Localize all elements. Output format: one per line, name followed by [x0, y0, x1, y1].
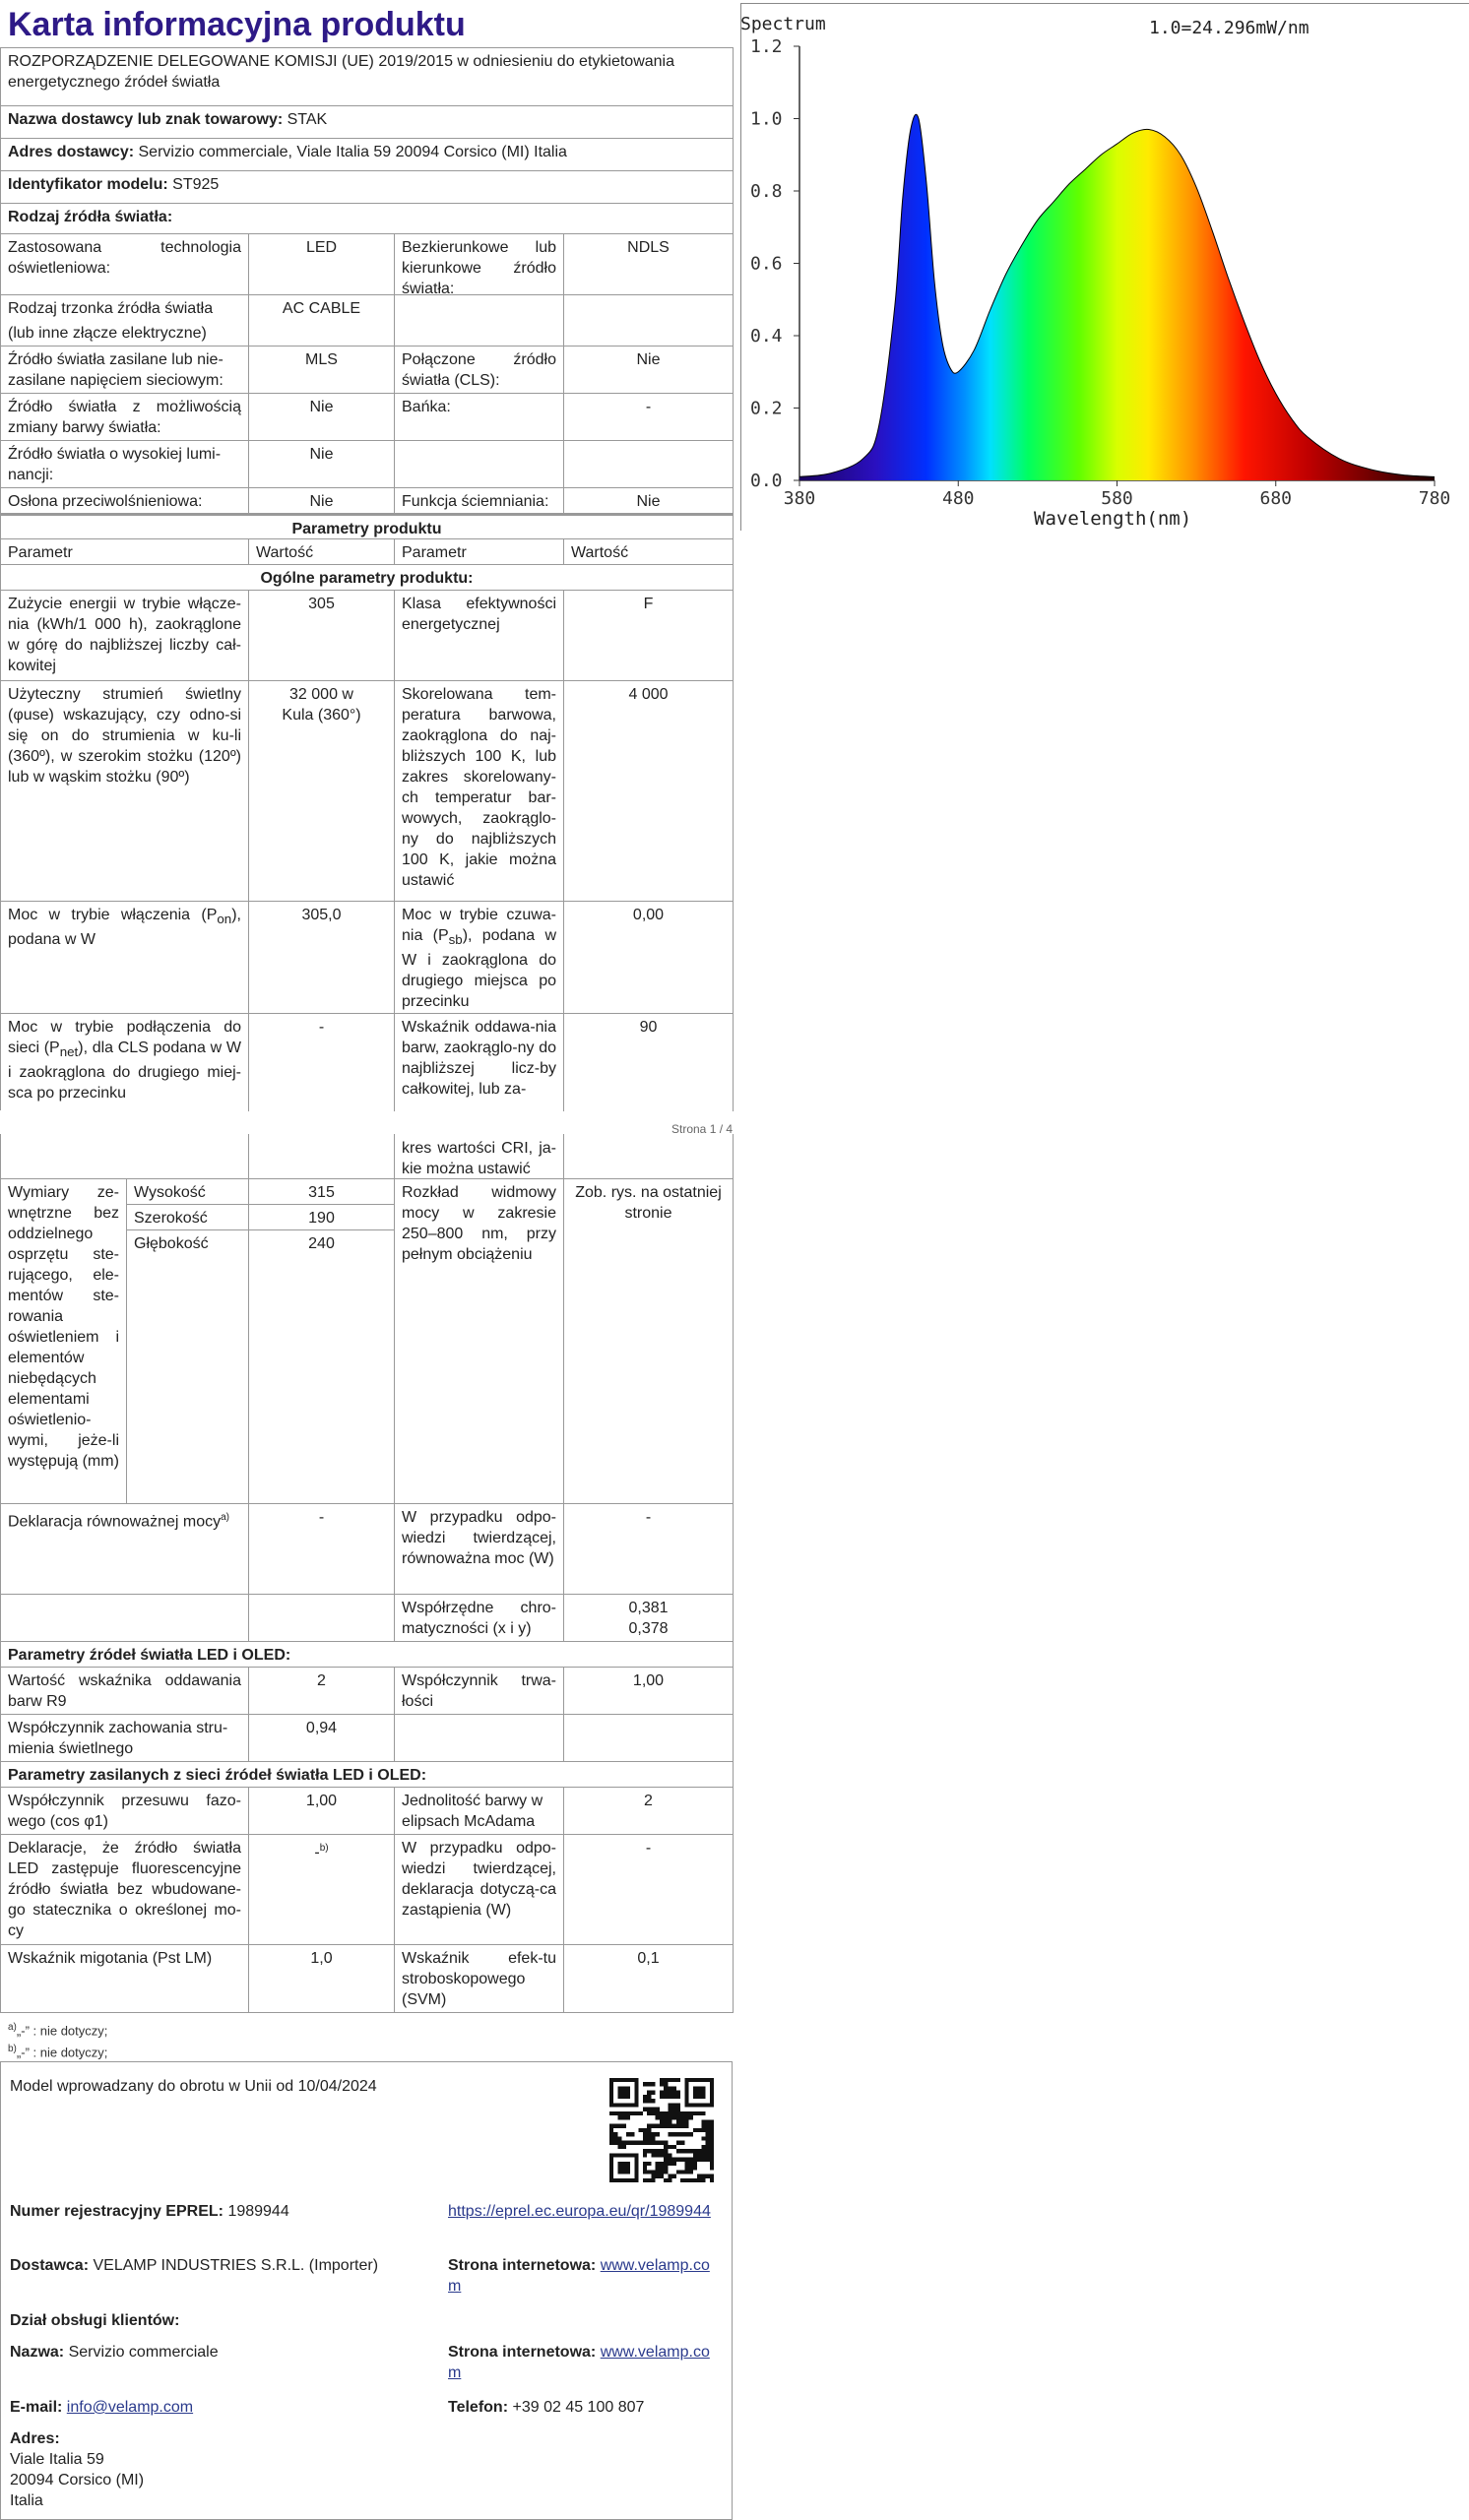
- empty-cell: [249, 1595, 395, 1642]
- width-label: Szerokość: [127, 1205, 249, 1230]
- model-row: [1, 171, 734, 204]
- address-line-3: Italia: [10, 2492, 43, 2509]
- address-line-1: Viale Italia 59: [10, 2451, 104, 2468]
- flux-value-1: 32 000 w: [289, 686, 353, 703]
- page-title: Karta informacyjna produktu: [8, 6, 466, 43]
- page-number: Strona 1 / 4: [671, 1122, 734, 1136]
- chromaticity-value: [564, 1595, 734, 1642]
- address-block: [10, 2428, 144, 2511]
- pon-label-2: ), podana w W: [8, 907, 241, 949]
- height-label: Wysokość: [127, 1179, 249, 1205]
- antiglare-value: Nie: [249, 488, 395, 514]
- equivalent-w-label: W przypadku odpo-wiedzi twierdzącej, równoważna moc (W): [395, 1504, 564, 1595]
- pon-label: [1, 902, 249, 1014]
- fluorescent-w-value: -: [564, 1835, 734, 1945]
- x-tick-label: 780: [1418, 488, 1451, 509]
- mains-label: Źródło światła zasilane lub nie-zasilane napięciem sieciowym:: [1, 346, 249, 394]
- footnote-b-sup: b): [8, 2044, 17, 2054]
- y-tick-label: 0.0: [750, 471, 783, 491]
- eprel-row: [10, 2201, 289, 2222]
- energy-class-value: F: [564, 591, 734, 681]
- address-block-label: Adres:: [10, 2430, 60, 2447]
- supplier-value: STAK: [287, 111, 328, 128]
- tunable-value: Nie: [249, 394, 395, 441]
- address-row: [1, 139, 734, 171]
- y-tick-label: 0.8: [750, 181, 783, 202]
- x-tick-label: 380: [783, 488, 816, 509]
- fluorescent-value: [249, 1835, 395, 1945]
- email-label: E-mail:: [10, 2399, 63, 2416]
- equivalent-power-label: [1, 1504, 249, 1595]
- survival-value: 1,00: [564, 1668, 734, 1715]
- supplier-row: [1, 106, 734, 139]
- dimensions-label: Wymiary ze-wnętrzne bez oddzielnego osprzętu ste-rującego, ele-mentów ste-rowania oświetleniem i elementów niebędących elementami oświetlenio-wymi, jeże-li występują (mm): [1, 1179, 127, 1504]
- y-tick-label: 0.6: [750, 253, 783, 275]
- cri-label-cont: kres wartości CRI, ja-kie można ustawić: [395, 1134, 564, 1179]
- cls-value: Nie: [564, 346, 734, 394]
- pon-value: 305,0: [249, 902, 395, 1014]
- empty-cell: [1, 1134, 249, 1179]
- spectrum-chart: [740, 3, 1469, 531]
- address-line-2: 20094 Corsico (MI): [10, 2472, 145, 2488]
- empty-cell: [564, 1134, 734, 1179]
- flicker-value: 1,0: [249, 1945, 395, 2013]
- chromaticity-x: 0,381: [628, 1600, 669, 1616]
- dimmable-label: Funkcja ściemniania:: [395, 488, 564, 514]
- envelope-label: Bańka:: [395, 394, 564, 441]
- type-header: Rodzaj źródła światła:: [1, 204, 734, 234]
- pnet-label-1: Moc w trybie podłączenia do sieci (P: [8, 1019, 241, 1056]
- empty-cell: [564, 1715, 734, 1762]
- col-param: Parametr: [395, 539, 564, 565]
- supplier-info-row: [10, 2255, 378, 2276]
- cs-name-label: Nazwa:: [10, 2344, 65, 2361]
- r9-label: Wartość wskaźnika oddawania barw R9: [1, 1668, 249, 1715]
- phone-label: Telefon:: [448, 2399, 509, 2416]
- psb-value: 0,00: [564, 902, 734, 1014]
- mains-value: MLS: [249, 346, 395, 394]
- address-label: Adres dostawcy:: [8, 144, 135, 160]
- chart-annotation: 1.0=24.296mW/nm: [1149, 18, 1309, 38]
- cs-name-row: [10, 2342, 219, 2362]
- cap-label: [1, 295, 249, 346]
- cct-label: Skorelowana tem-peratura barwowa, zaokrąglona do naj-bliższych 100 K, lub zakres skorelowany-ch temperatur bar-wowych, zaokrąglo-ny do najbliższych 100 K, jakie można ustawić: [395, 681, 564, 902]
- model-label: Identyfikator modelu:: [8, 176, 168, 193]
- width-value: 190: [249, 1205, 395, 1230]
- spectrum-svg: [740, 3, 1469, 531]
- stroboscopic-value: 0,1: [564, 1945, 734, 2013]
- spd-value: Zob. rys. na ostatniej stronie: [564, 1179, 734, 1504]
- fluorescent-dash: -: [314, 1844, 320, 1861]
- power-factor-value: 1,00: [249, 1788, 395, 1835]
- footnote-a-sup: a): [8, 2022, 17, 2033]
- survival-label: Współczynnik trwa-łości: [395, 1668, 564, 1715]
- empty-cell: [564, 441, 734, 488]
- spd-label: Rozkład widmowy mocy w zakresie 250–800 nm, przy pełnym obciążeniu: [395, 1179, 564, 1504]
- footnote-a: [8, 2017, 107, 2041]
- website-row: [448, 2255, 718, 2297]
- col-param: Parametr: [1, 539, 249, 565]
- led-header: Parametry źródeł światła LED i OLED:: [1, 1642, 734, 1668]
- y-tick-label: 1.0: [750, 108, 783, 130]
- empty-cell: [1, 1595, 249, 1642]
- stroboscopic-label: Wskaźnik efek-tu stroboskopowego (SVM): [395, 1945, 564, 2013]
- supplier-info-label: Dostawca:: [10, 2257, 90, 2274]
- pnet-value: -: [249, 1014, 395, 1111]
- high-luminance-label: Źródło światła o wysokiej lumi-nancji:: [1, 441, 249, 488]
- cap-label-1: Rodzaj trzonka źródła światła: [8, 300, 214, 317]
- chart-title: Spectrum: [740, 14, 826, 34]
- market-date: Model wprowadzany do obrotu w Unii od 10/04/2024: [10, 2078, 377, 2095]
- power-factor-label: Współczynnik przesuwu fazo-wego (cos φ1): [1, 1788, 249, 1835]
- cri-value: 90: [564, 1014, 734, 1111]
- depth-label: Głębokość: [127, 1230, 249, 1504]
- x-tick-label: 480: [941, 488, 975, 509]
- fluorescent-label: Deklaracje, że źródło światła LED zastępuje fluorescencyjne źródło światła bez wbudowane-go statecznika o określonej mo-cy: [1, 1835, 249, 1945]
- footnote-b-text: „-” : nie dotyczy;: [16, 2045, 108, 2060]
- flux-label: Użyteczny strumień świetlny (φuse) wskazujący, czy odno-si się on do strumienia w ku-li (360º), w szerokim stożku (120º) lub w wąskim stożku (90º): [1, 681, 249, 902]
- website-label-2: Strona internetowa:: [448, 2344, 597, 2361]
- email-row: [10, 2397, 193, 2418]
- technology-value: LED: [249, 234, 395, 295]
- phone-row: [448, 2397, 644, 2418]
- psb-label-1: Moc w trybie czuwa-nia (P: [402, 907, 556, 944]
- equivalent-w-value: -: [564, 1504, 734, 1595]
- website-link[interactable]: www.velamp.com: [448, 2257, 710, 2295]
- chromaticity-y: 0,378: [628, 1620, 669, 1637]
- envelope-value: -: [564, 394, 734, 441]
- flux-value-2: Kula (360°): [282, 707, 361, 724]
- supplier-info-value: VELAMP INDUSTRIES S.R.L. (Importer): [93, 2257, 379, 2274]
- pnet-label: [1, 1014, 249, 1111]
- general-header: Ogólne parametry produktu:: [1, 565, 734, 591]
- phone-value: +39 02 45 100 807: [512, 2399, 645, 2416]
- cap-value: AC CABLE: [249, 295, 395, 346]
- footnote-a-text: „-” : nie dotyczy;: [16, 2023, 108, 2039]
- x-tick-label: 580: [1101, 488, 1133, 509]
- col-value: Wartość: [564, 539, 734, 565]
- pnet-label-2: ), dla CLS podana w W i zaokrąglona do drugiego miej-sca po przecinku: [8, 1040, 241, 1102]
- empty-cell: [564, 295, 734, 346]
- equivalent-power-value: -: [249, 1504, 395, 1595]
- cap-label-2: (lub inne złącze elektryczne): [8, 325, 207, 342]
- cls-label: Połączone źródło światła (CLS):: [395, 346, 564, 394]
- macadam-value: 2: [564, 1788, 734, 1835]
- high-luminance-value: Nie: [249, 441, 395, 488]
- y-tick-label: 1.2: [750, 36, 783, 57]
- spectrum-area: [799, 114, 1435, 480]
- product-info-table-continued: [0, 1134, 734, 2013]
- flux-value: [249, 681, 395, 902]
- mains-header: Parametry zasilanych z sieci źródeł światła LED i OLED:: [1, 1762, 734, 1788]
- supplier-info-box: [0, 2061, 733, 2520]
- lumen-maintenance-value: 0,94: [249, 1715, 395, 1762]
- params-header: Parametry produktu: [1, 514, 734, 539]
- psb-label-2: ), podana w W i zaokrąglona do drugiego miejsca po przecinku: [402, 927, 557, 1011]
- eprel-link[interactable]: https://eprel.ec.europa.eu/qr/1989944: [448, 2203, 711, 2220]
- tunable-label: Źródło światła z możliwością zmiany barwy światła:: [1, 394, 249, 441]
- cct-value: 4 000: [564, 681, 734, 902]
- regulation-text: ROZPORZĄDZENIE DELEGOWANE KOMISJI (UE) 2019/2015 w odniesieniu do etykietowania energetycznego źródeł światła: [1, 48, 734, 106]
- qr-code-icon[interactable]: [609, 2078, 714, 2182]
- email-link[interactable]: info@velamp.com: [66, 2399, 194, 2416]
- energy-class-label: Klasa efektywności energetycznej: [395, 591, 564, 681]
- fluorescent-sup: b): [319, 1843, 329, 1854]
- model-value: ST925: [172, 176, 220, 193]
- empty-cell: [395, 441, 564, 488]
- equivalent-power-sup: a): [221, 1512, 229, 1523]
- dimmable-value: Nie: [564, 488, 734, 514]
- col-value: Wartość: [249, 539, 395, 565]
- depth-value: 240: [249, 1230, 395, 1504]
- flicker-label: Wskaźnik migotania (Pst LM): [1, 1945, 249, 2013]
- eprel-value: 1989944: [227, 2203, 289, 2220]
- psb-label: [395, 902, 564, 1014]
- antiglare-label: Osłona przeciwolśnieniowa:: [1, 488, 249, 514]
- equivalent-power-text: Deklaracja równoważnej mocy: [8, 1513, 222, 1531]
- pon-sub: on: [217, 912, 232, 927]
- x-tick-label: 680: [1259, 488, 1293, 509]
- cs-name-value: Servizio commerciale: [68, 2344, 219, 2361]
- macadam-label: Jednolitość barwy w elipsach McAdama: [395, 1788, 564, 1835]
- website-label: Strona internetowa:: [448, 2257, 597, 2274]
- height-value: 315: [249, 1179, 395, 1205]
- psb-sub: sb: [448, 932, 463, 948]
- energy-value: 305: [249, 591, 395, 681]
- x-axis-label: Wavelength(nm): [1034, 508, 1192, 530]
- empty-cell: [249, 1134, 395, 1179]
- cri-label: Wskaźnik oddawa-nia barw, zaokrąglo-ny do najbliższej licz-by całkowitej, lub za-: [395, 1014, 564, 1111]
- y-tick-label: 0.2: [750, 398, 783, 419]
- fluorescent-w-label: W przypadku odpo-wiedzi twierdzącej, deklaracja dotyczą-ca zastąpienia (W): [395, 1835, 564, 1945]
- address-value: Servizio commerciale, Viale Italia 59 20094 Corsico (MI) Italia: [138, 144, 567, 160]
- directional-label: Bezkierunkowe lub kierunkowe źródło światła:: [395, 234, 564, 295]
- website-row-2: [448, 2342, 718, 2383]
- r9-value: 2: [249, 1668, 395, 1715]
- pon-label-1: Moc w trybie włączenia (P: [8, 907, 218, 923]
- product-info-table: [0, 47, 734, 1110]
- chromaticity-label: Współrzędne chro-matyczności (x i y): [395, 1595, 564, 1642]
- empty-cell: [395, 1715, 564, 1762]
- y-tick-label: 0.4: [750, 326, 783, 346]
- footnote-b: [8, 2039, 107, 2062]
- energy-label: Zużycie energii w trybie włącze-nia (kWh/1 000 h), zaokrąglone w górę do najbliższej liczby cał-kowitej: [1, 591, 249, 681]
- website-link-2[interactable]: www.velamp.com: [448, 2344, 710, 2381]
- pnet-sub: net: [59, 1044, 79, 1060]
- customer-service-label: Dział obsługi klientów:: [10, 2312, 180, 2329]
- eprel-label: Numer rejestracyjny EPREL:: [10, 2203, 224, 2220]
- empty-cell: [395, 295, 564, 346]
- directional-value: NDLS: [564, 234, 734, 295]
- supplier-label: Nazwa dostawcy lub znak towarowy:: [8, 111, 284, 128]
- technology-label: Zastosowana technologia oświetleniowa:: [1, 234, 249, 295]
- lumen-maintenance-label: Współczynnik zachowania stru-mienia świetlnego: [1, 1715, 249, 1762]
